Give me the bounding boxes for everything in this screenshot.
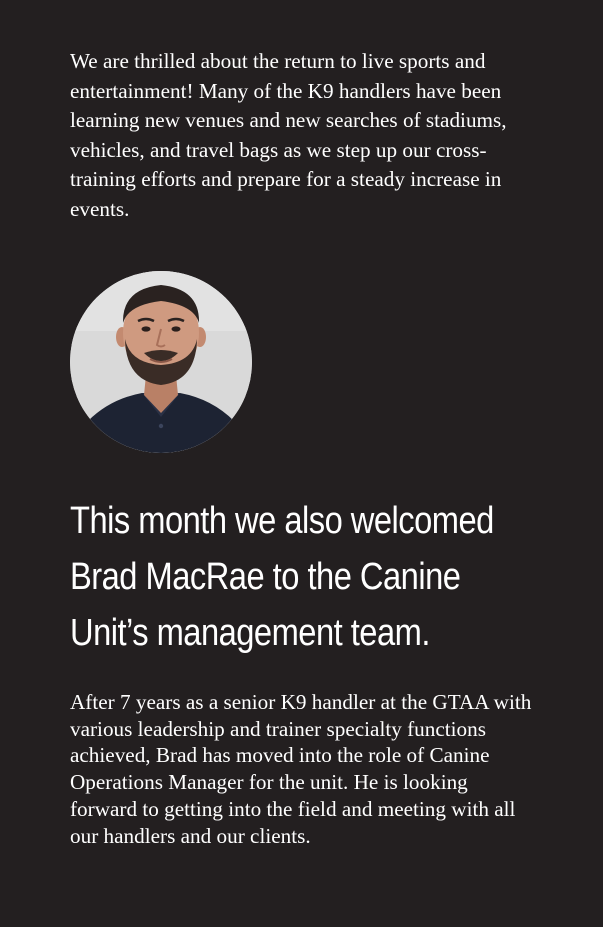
intro-paragraph: We are thrilled about the return to live sports and entertainment! Many of the K9 handlers have been learning new venues and new searches of stadiums, vehicles, and travel bags as we step up our cross-training efforts and prepare for a steady increase in events. bbox=[70, 49, 507, 221]
body-paragraph: After 7 years as a senior K9 handler at the GTAA with various leadership and trainer specialty functions achieved, Brad has moved into the role of Canine Operations Manager for the unit. He is looking forward to getting into the field and meeting with all our handlers and our clients. bbox=[70, 690, 532, 848]
portrait-photo bbox=[70, 271, 252, 453]
avatar bbox=[70, 271, 252, 453]
headline: This month we also welcomed Brad MacRae to the Canine Unit’s management team. bbox=[70, 500, 494, 654]
